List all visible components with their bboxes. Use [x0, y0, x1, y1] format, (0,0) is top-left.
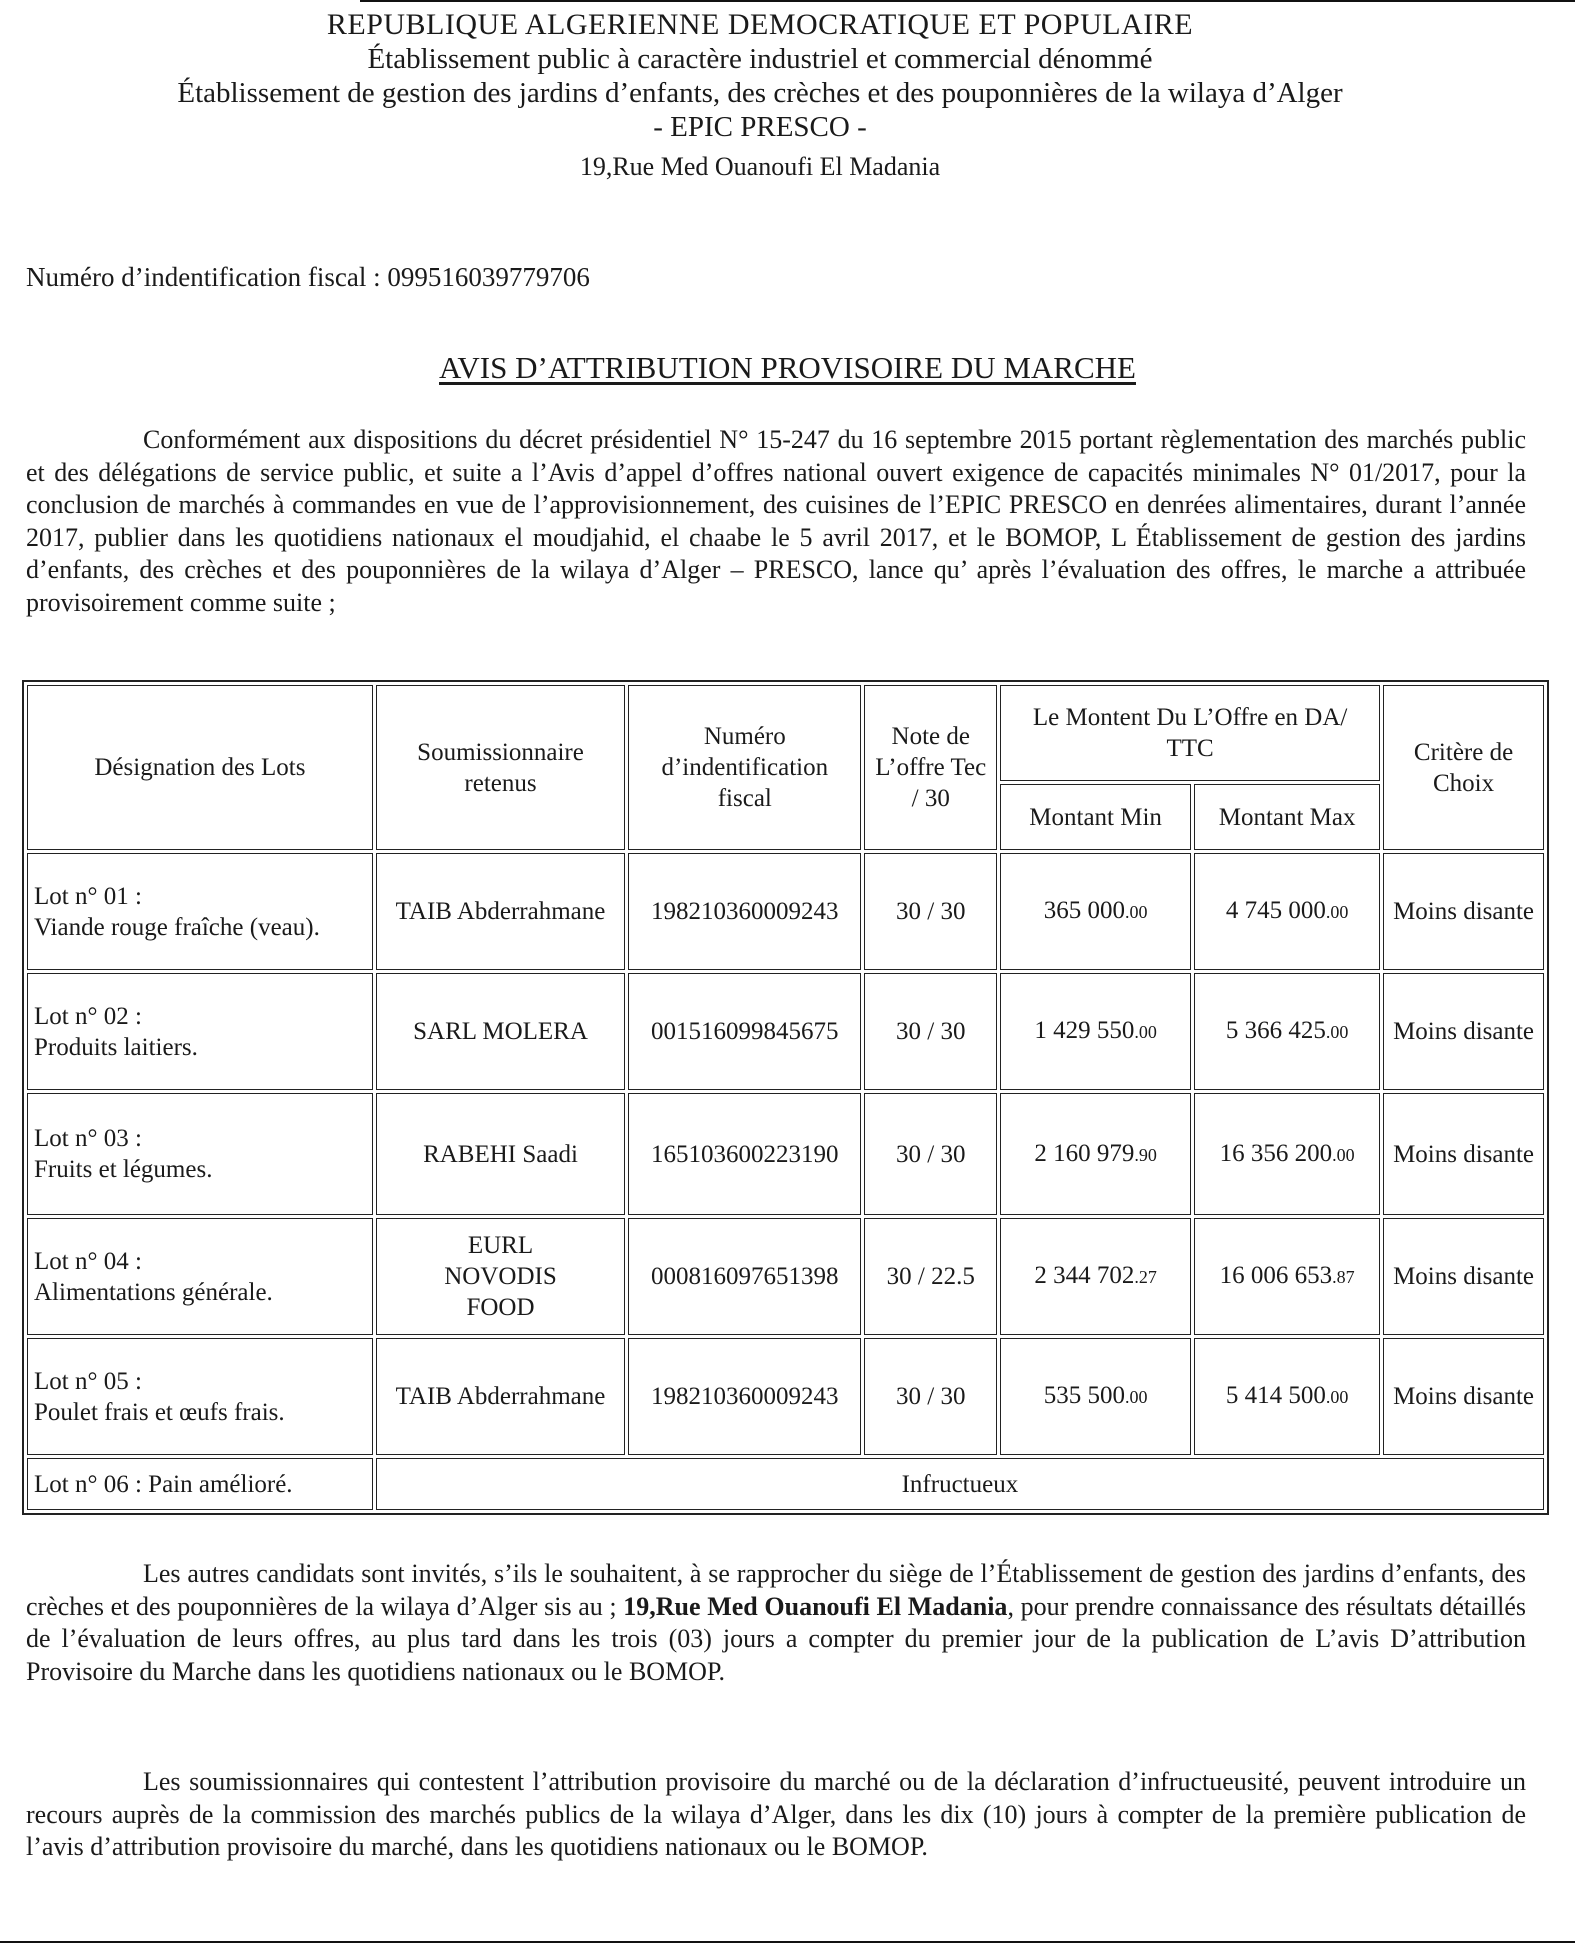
- candidates-text: [26, 1558, 1526, 1688]
- header-establishment-type: Établissement public à caractère industriel et commercial dénommé: [367, 43, 1153, 75]
- appeal-paragraph: [26, 1766, 1526, 1864]
- criteria-cell: Moins disante: [1383, 1093, 1544, 1215]
- header-establishment-name: Établissement de gestion des jardins d’enfants, des crèches et des pouponnières de la wilaya d’Alger: [177, 77, 1343, 109]
- amount-max-cell: [1194, 973, 1380, 1090]
- criteria-cell: Moins disante: [1383, 1338, 1544, 1455]
- candidates-paragraph: [26, 1558, 1526, 1688]
- header-min: Montant Min: [1000, 784, 1191, 850]
- amount-min: 535 500: [1043, 1382, 1125, 1409]
- amount-min-decimals: .00: [1124, 902, 1148, 922]
- amount-min: 1 429 550: [1034, 1017, 1135, 1044]
- award-table: [22, 680, 1549, 1515]
- header-lots: Désignation des Lots: [27, 685, 373, 850]
- table-row: [27, 973, 1544, 1090]
- intro-paragraph: [26, 424, 1526, 619]
- note-cell: 30 / 30: [864, 1338, 997, 1455]
- amount-min: 365 000: [1043, 897, 1125, 924]
- header-criteria: Critère de Choix: [1383, 685, 1544, 850]
- bidder-cell: TAIB Abderrahmane: [376, 1338, 625, 1455]
- header-note: Note de L’offre Tec / 30: [864, 685, 997, 850]
- amount-min-decimals: .90: [1134, 1144, 1157, 1165]
- fiscal-id-cell: 001516099845675: [628, 973, 861, 1090]
- amount-max: 4 745 000: [1225, 897, 1326, 924]
- fiscal-id-cell: 198210360009243: [628, 853, 861, 970]
- candidates-text-end: , pour prendre connaissance des résultats détaillés de l’évaluation de leurs offres, au plus tard dans les trois (03) jours a compter du premier jour de la publication de L’avis D’attribution Provisoire du Marche dans les quotidiens nationaux ou le BOMOP.: [26, 1591, 1526, 1686]
- note-cell: 30 / 30: [864, 973, 997, 1090]
- lot-number: Lot n° 02 :: [34, 1002, 142, 1030]
- amount-max-cell: [1194, 1093, 1380, 1215]
- amount-min-cell: [1000, 853, 1191, 970]
- lot-description: Poulet frais et œufs frais.: [34, 1398, 285, 1426]
- amount-min-cell: [1000, 1338, 1191, 1455]
- amount-min-decimals: .27: [1134, 1267, 1157, 1287]
- amount-min-decimals: .00: [1134, 1022, 1157, 1042]
- amount-max: 16 006 653: [1219, 1262, 1333, 1289]
- bottom-rule: [0, 1941, 1575, 1943]
- fiscal-id-cell: 000816097651398: [628, 1218, 861, 1335]
- amount-min-cell: [1000, 1093, 1191, 1215]
- amount-max-decimals: .00: [1325, 1387, 1349, 1407]
- table-row-unsuccessful: [27, 1458, 1544, 1510]
- lot-cell: [27, 973, 373, 1090]
- amount-min-cell: [1000, 973, 1191, 1090]
- criteria-cell: Moins disante: [1383, 973, 1544, 1090]
- intro-text: Conformément aux dispositions du décret présidentiel N° 15-247 du 16 septembre 2015 portant règlementation des marchés public et des délégations de service public, et suite a l’Avis d’appel d’offres national ouvert exigence de capacités minimales N° 01/2017, pour la conclusion de marchés à commandes en vue de l’approvisionnement, des cuisines de l’EPIC PRESCO en denrées alimentaires, durant l’année 2017, publier dans les quotidiens nationaux el moudjahid, el chaabe le 5 avril 2017, et le BOMOP, L Établissement de gestion des jardins d’enfants, des crèches et des pouponnières de la wilaya d’Alger – PRESCO, lance qu’ après l’évaluation des offres, le marche a attribuée provisoirement comme suite ;: [26, 425, 1526, 617]
- header-max: Montant Max: [1194, 784, 1380, 850]
- fiscal-id-line: Numéro d’indentification fiscal : 099516039779706: [26, 262, 590, 292]
- criteria-cell: Moins disante: [1383, 1218, 1544, 1335]
- appeal-text: Les soumissionnaires qui contestent l’attribution provisoire du marché ou de la déclaration d’infructueusité, peuvent introduire un recours auprès de la commission des marchés publics de la wilaya d’Alger, dans les dix (10) jours à compter de la première publication de l’avis d’attribution provisoire du marché, dans les quotidiens nationaux ou le BOMOP.: [26, 1767, 1526, 1861]
- amount-max: 5 414 500: [1225, 1382, 1326, 1409]
- table-row: [27, 853, 1544, 970]
- lot-number: Lot n° 04 :: [34, 1247, 142, 1275]
- criteria-cell: Moins disante: [1383, 853, 1544, 970]
- lot-description: Produits laitiers.: [34, 1033, 198, 1061]
- lot-cell: [27, 1093, 373, 1215]
- amount-max-cell: [1194, 1338, 1380, 1455]
- amount-max-decimals: .00: [1332, 1144, 1355, 1165]
- lot-number: Lot n° 01 :: [34, 882, 142, 910]
- note-cell: 30 / 22.5: [864, 1218, 997, 1335]
- document-title: AVIS D’ATTRIBUTION PROVISOIRE DU MARCHE: [439, 350, 1136, 385]
- table-row: [27, 1218, 1544, 1335]
- lot-cell: Lot n° 06 : Pain amélioré.: [27, 1458, 373, 1510]
- table-row: [27, 1093, 1544, 1215]
- candidates-text-start: Les autres candidats sont invités, s’ils le souhaitent, à se rapprocher du siège de l’Établissement de gestion des jardins d’enfants, des crèches et des pouponnières de la wilaya d’Alger sis au ;: [26, 1559, 1526, 1621]
- document-header: [0, 8, 1520, 184]
- amount-min: 2 160 979: [1034, 1139, 1135, 1167]
- header-amount-group: Le Montent Du L’Offre en DA/ TTC: [1000, 685, 1380, 781]
- amount-min-cell: [1000, 1218, 1191, 1335]
- header-fiscal-id: Numéro d’indentification fiscal: [628, 685, 861, 850]
- note-cell: 30 / 30: [864, 853, 997, 970]
- table-row: [27, 1338, 1544, 1455]
- amount-min-decimals: .00: [1124, 1387, 1148, 1407]
- address-highlight: 19,Rue Med Ouanoufi El Madania: [623, 1591, 1008, 1621]
- header-bidder: Soumissionnaire retenus: [376, 685, 625, 850]
- lot-cell: [27, 1218, 373, 1335]
- amount-max-decimals: .00: [1325, 1022, 1349, 1042]
- bidder-cell: SARL MOLERA: [376, 973, 625, 1090]
- lot-description: Alimentations générale.: [34, 1278, 273, 1306]
- lot-number: Lot n° 05 :: [34, 1367, 142, 1395]
- amount-max: 5 366 425: [1225, 1017, 1326, 1044]
- amount-max-cell: [1194, 1218, 1380, 1335]
- header-republic: REPUBLIQUE ALGERIENNE DEMOCRATIQUE ET POPULAIRE: [326, 8, 1194, 41]
- amount-max-cell: [1194, 853, 1380, 970]
- amount-max: 16 356 200: [1219, 1139, 1333, 1167]
- fiscal-id-cell: 198210360009243: [628, 1338, 861, 1455]
- note-cell: 30 / 30: [864, 1093, 997, 1215]
- bidder-cell: TAIB Abderrahmane: [376, 853, 625, 970]
- lot-cell: [27, 853, 373, 970]
- unsuccessful-status: Infructueux: [376, 1458, 1544, 1510]
- top-rule: [360, 0, 1575, 2]
- header-acronym: - EPIC PRESCO -: [653, 111, 867, 143]
- lot-description: Fruits et légumes.: [34, 1156, 213, 1183]
- header-address: 19,Rue Med Ouanoufi El Madania: [579, 152, 941, 181]
- lot-description: Viande rouge fraîche (veau).: [34, 913, 320, 941]
- fiscal-id-cell: 165103600223190: [628, 1093, 861, 1215]
- amount-max-decimals: .87: [1332, 1267, 1355, 1287]
- amount-min: 2 344 702: [1034, 1262, 1135, 1289]
- lot-number: Lot n° 03 :: [34, 1125, 142, 1152]
- lot-cell: [27, 1338, 373, 1455]
- bidder-cell: EURL NOVODIS FOOD: [376, 1218, 625, 1335]
- bidder-cell: RABEHI Saadi: [376, 1093, 625, 1215]
- amount-max-decimals: .00: [1325, 902, 1349, 922]
